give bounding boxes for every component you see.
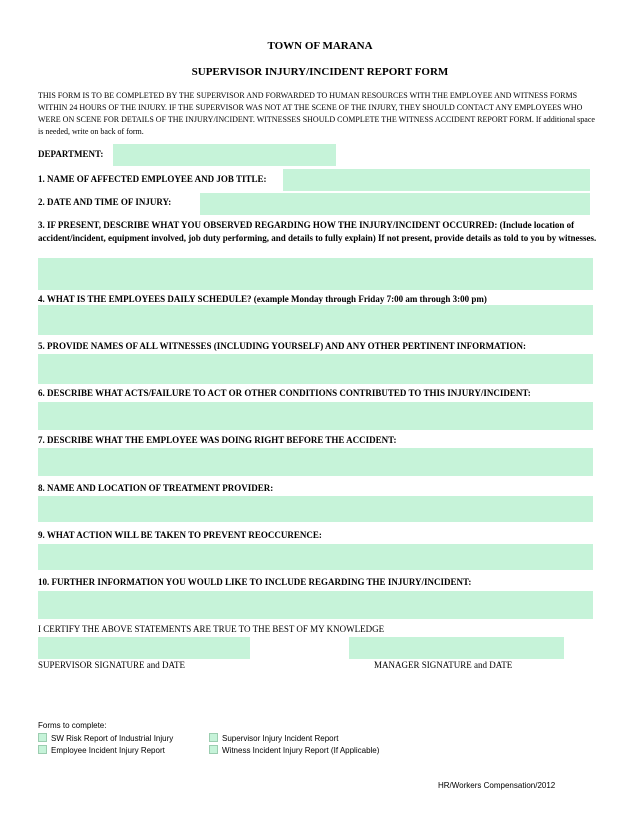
town-title: TOWN OF MARANA — [267, 40, 373, 52]
schedule-input[interactable] — [38, 305, 593, 335]
form-item-witness-report[interactable] — [209, 745, 379, 755]
department-input[interactable] — [113, 144, 336, 166]
form-item-label: Supervisor Injury Incident Report — [222, 734, 339, 743]
q8-label: 8. NAME AND LOCATION OF TREATMENT PROVIDER: — [38, 483, 274, 493]
certify-statement: I CERTIFY THE ABOVE STATEMENTS ARE TRUE TO THE BEST OF MY KNOWLEDGE — [38, 624, 385, 634]
form-item-employee-report[interactable] — [38, 745, 165, 755]
q4-label: 4. WHAT IS THE EMPLOYEES DAILY SCHEDULE? (example Monday through Friday 7:00 am through 3:00 pm) — [38, 294, 487, 304]
supervisor-signature-label: SUPERVISOR SIGNATURE and DATE — [38, 660, 186, 670]
treatment-provider-input[interactable] — [38, 496, 593, 522]
form-item-label: SW Risk Report of Industrial Injury — [51, 734, 174, 743]
q6-label: 6. DESCRIBE WHAT ACTS/FAILURE TO ACT OR OTHER CONDITIONS CONTRIBUTED TO THIS INJURY/INCIDENT: — [38, 388, 531, 398]
form-item-supervisor-report[interactable] — [209, 733, 339, 743]
date-time-input[interactable] — [200, 193, 590, 215]
employee-name-input[interactable] — [283, 169, 590, 191]
q9-label: 9. WHAT ACTION WILL BE TAKEN TO PREVENT REOCCURENCE: — [38, 530, 322, 540]
q5-label: 5. PROVIDE NAMES OF ALL WITNESSES (INCLUDING YOURSELF) AND ANY OTHER PERTINENT INFORMATION: — [38, 341, 527, 351]
form-item-label: Witness Incident Injury Report (If Applicable) — [222, 746, 380, 755]
prior-activity-input[interactable] — [38, 448, 593, 476]
forms-heading: Forms to complete: — [38, 721, 107, 730]
prevention-action-input[interactable] — [38, 544, 593, 570]
q1-label: 1. NAME OF AFFECTED EMPLOYEE AND JOB TITLE: — [38, 174, 267, 184]
form-title: SUPERVISOR INJURY/INCIDENT REPORT FORM — [191, 66, 449, 78]
q3-label: 3. IF PRESENT, DESCRIBE WHAT YOU OBSERVED REGARDING HOW THE INJURY/INCIDENT OCCURRED: (Include location of accident/incident, equipment involved, job duty performing, and details to fully explain) If not present, provide details as told to you by witnesses. — [38, 220, 597, 243]
footer-text: HR/Workers Compensation/2012 — [438, 781, 556, 790]
manager-signature-input[interactable] — [349, 637, 564, 659]
form-item-label: Employee Incident Injury Report — [51, 746, 165, 755]
department-label: DEPARTMENT: — [38, 149, 104, 159]
further-information-input[interactable] — [38, 591, 593, 619]
checkbox[interactable] — [209, 733, 218, 742]
instructions-text: THIS FORM IS TO BE COMPLETED BY THE SUPERVISOR AND FORWARDED TO HUMAN RESOURCES WITH THE EMPLOYEE AND WITNESS FORMS WITHIN 24 HOURS OF THE INJURY. IF THE SUPERVISOR WAS NOT AT THE SCENE OF THE INJURY, THEY SHOULD CONTACT ANY EMPLOYEES WHO WERE ON SCENE FOR DETAILS OF THE INJURY/INCIDENT. WITNESSES SHOULD COMPLETE THE WITNESS ACCIDENT REPORT FORM. If additional space is needed, write on back of form. — [38, 91, 595, 136]
observation-input[interactable] — [38, 258, 593, 290]
witnesses-input[interactable] — [38, 354, 593, 384]
checkbox[interactable] — [209, 745, 218, 754]
contributing-conditions-input[interactable] — [38, 402, 593, 430]
form-item-sw-risk[interactable] — [38, 733, 173, 743]
checkbox[interactable] — [38, 745, 47, 754]
checkbox[interactable] — [38, 733, 47, 742]
q2-label: 2. DATE AND TIME OF INJURY: — [38, 197, 172, 207]
supervisor-signature-input[interactable] — [38, 637, 250, 659]
manager-signature-label: MANAGER SIGNATURE and DATE — [374, 660, 513, 670]
q10-label: 10. FURTHER INFORMATION YOU WOULD LIKE TO INCLUDE REGARDING THE INJURY/INCIDENT: — [38, 577, 472, 587]
q7-label: 7. DESCRIBE WHAT THE EMPLOYEE WAS DOING RIGHT BEFORE THE ACCIDENT: — [38, 435, 397, 445]
